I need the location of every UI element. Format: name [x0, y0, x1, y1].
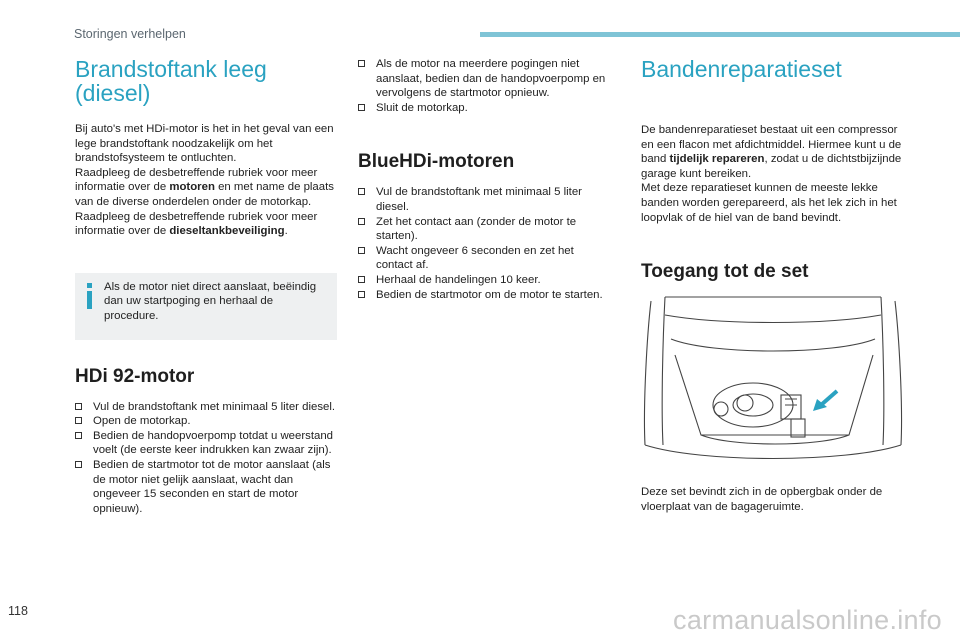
column-fuel-empty: [75, 57, 337, 516]
square-bullet-icon: [358, 276, 365, 283]
title-bluehdi: BlueHDi-motoren: [358, 151, 515, 173]
bold-dieseltank: dieseltankbeveiliging: [169, 225, 285, 238]
info-text: Als de motor niet direct aanslaat, beëindig dan uw startpoging en herhaal de procedure.: [104, 280, 317, 322]
square-bullet-icon: [75, 417, 82, 424]
title-fuel-empty: Brandstoftank leeg (diesel): [75, 56, 267, 106]
hdi-steps: [75, 400, 337, 517]
intro-paragraph-3: Raadpleeg de desbetreffende rubriek voor meer informatie over de dieseltankbeveiliging.: [75, 210, 318, 238]
trunk-drawing: [641, 295, 905, 463]
pointer-arrow-icon: [821, 391, 837, 405]
square-bullet-icon: [358, 188, 365, 195]
intro-paragraph-1: Bij auto's met HDi-motor is het in het geval van een lege brandstoftank noodzakelijk om het brandstofsysteem te ontluchten.: [75, 123, 334, 165]
hdi-steps-continued: [358, 57, 608, 115]
square-bullet-icon: [358, 291, 365, 298]
square-bullet-icon: [358, 104, 365, 111]
list-item: Bedien de handopvoerpomp totdat u weerstand voelt (de eerste keer indrukken kan zwaar zijn).: [75, 429, 337, 458]
info-icon: [84, 283, 95, 309]
list-item: Herhaal de handelingen 10 keer.: [358, 273, 608, 288]
square-bullet-icon: [75, 461, 82, 468]
list-item: Vul de brandstoftank met minimaal 5 liter diesel.: [75, 400, 337, 415]
title-hdi92: HDi 92-motor: [75, 365, 195, 387]
list-item: Open de motorkap.: [75, 414, 337, 429]
bold-temporary-repair: tijdelijk repareren: [669, 153, 765, 166]
square-bullet-icon: [358, 60, 365, 67]
square-bullet-icon: [75, 403, 82, 410]
square-bullet-icon: [358, 218, 365, 225]
column-bluehdi: [358, 57, 608, 302]
column-repair-kit: [641, 57, 906, 514]
trunk-illustration: [641, 295, 905, 463]
list-item: Als de motor na meerdere pogingen niet aanslaat, bedien dan de handopvoerpomp en vervolgens de startmotor opnieuw.: [358, 57, 608, 101]
kit-location-caption: Deze set bevindt zich in de opbergbak onder de vloerplaat van de bagageruimte.: [641, 486, 883, 513]
title-access-kit: Toegang tot de set: [641, 261, 809, 283]
list-item: Bedien de startmotor tot de motor aanslaat (als de motor niet gelijk aanslaat, wacht dan ongeveer 15 seconden en start de motor opnieuw).: [75, 458, 337, 516]
title-repair-kit: Bandenreparatieset: [641, 56, 842, 82]
repair-kit-intro-2: Met deze reparatieset kunnen de meeste lekke banden worden gerepareerd, als het lek zich in het loopvlak of de hiel van de band bevindt.: [641, 182, 897, 224]
bluehdi-steps: [358, 185, 608, 302]
list-item: Wacht ongeveer 6 seconden en zet het contact af.: [358, 244, 608, 273]
list-item: Zet het contact aan (zonder de motor te starten).: [358, 215, 608, 244]
section-label: Storingen verhelpen: [74, 27, 186, 41]
square-bullet-icon: [75, 432, 82, 439]
page-number: 118: [8, 604, 28, 618]
repair-kit-intro: De bandenreparatieset bestaat uit een compressor en een flacon met afdichtmiddel. Hiermee kunt u de band tijdelijk repareren, zodat u de dichtstbijzijnde garage kunt bereiken.: [641, 124, 902, 180]
header-rule: [480, 32, 960, 37]
bold-motoren: motoren: [169, 181, 215, 194]
list-item: Bedien de startmotor om de motor te starten.: [358, 288, 608, 303]
square-bullet-icon: [358, 247, 365, 254]
watermark: carmanualsonline.info: [673, 605, 942, 635]
info-box: [75, 273, 337, 340]
list-item: Sluit de motorkap.: [358, 101, 608, 116]
list-item: Vul de brandstoftank met minimaal 5 liter diesel.: [358, 185, 608, 214]
intro-paragraph-2: Raadpleeg de desbetreffende rubriek voor meer informatie over de motoren en met name de plaats van de diverse onderdelen onder de motorkap.: [75, 166, 334, 208]
